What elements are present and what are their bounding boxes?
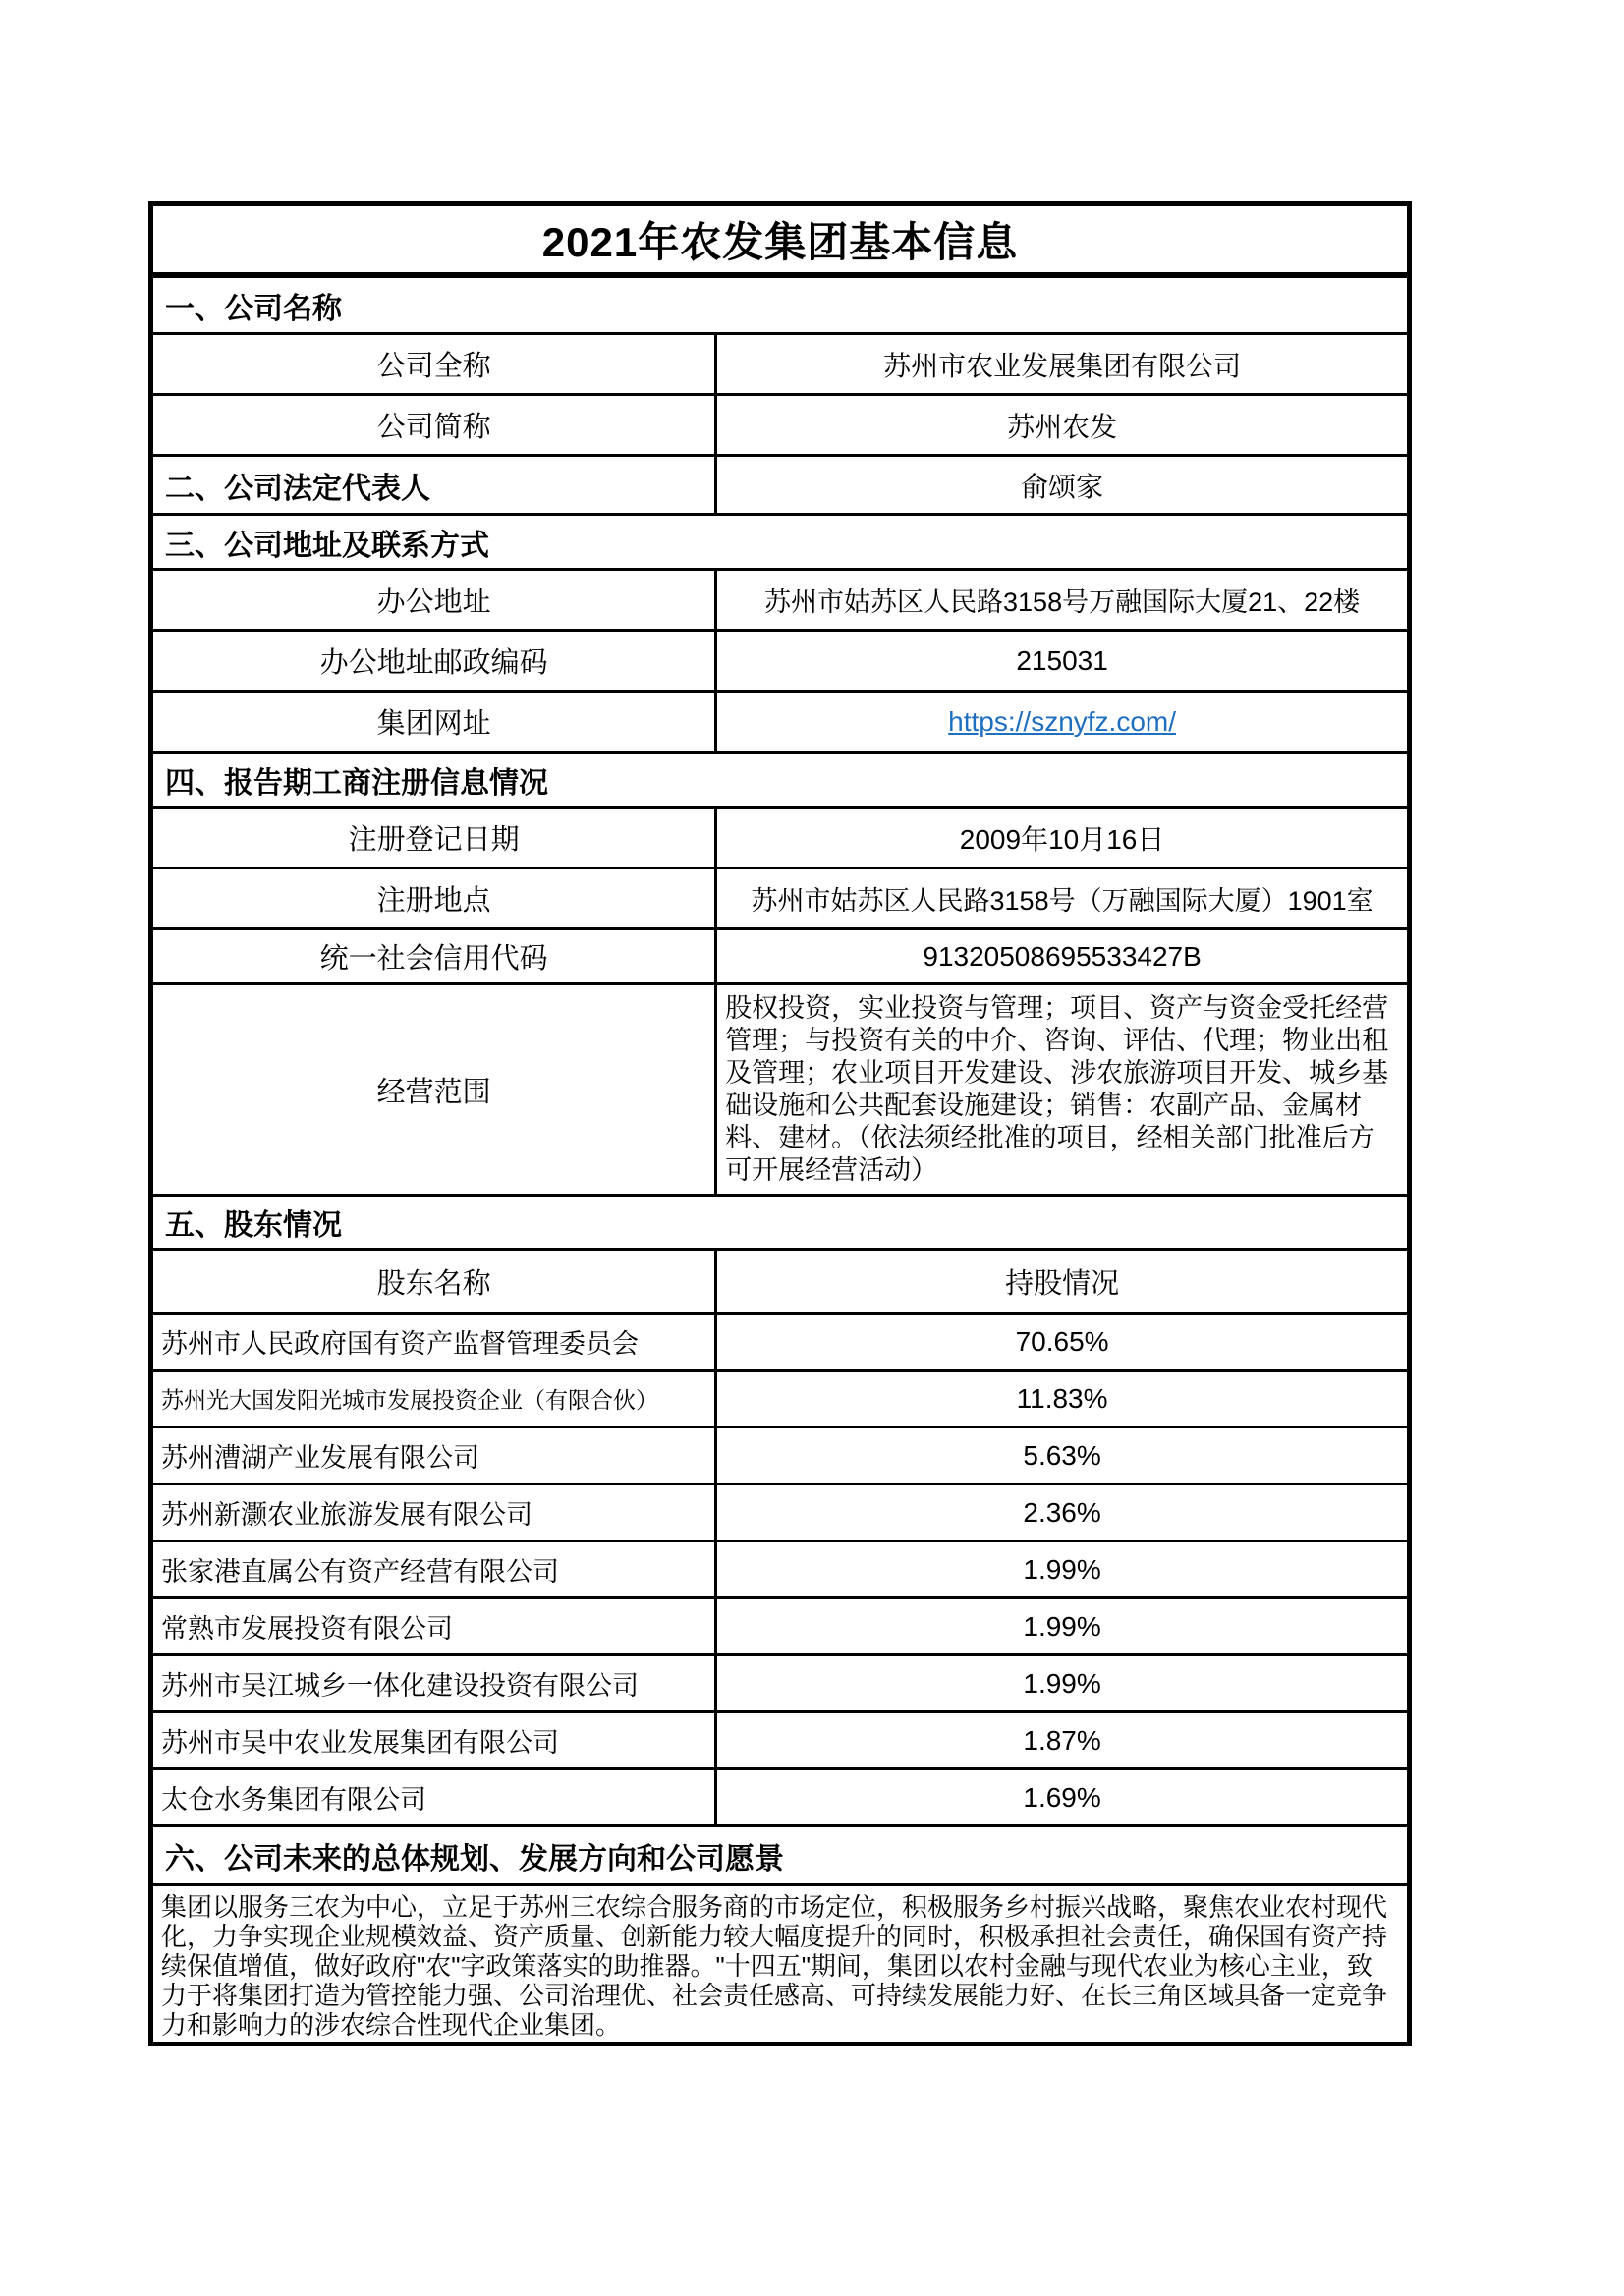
vision-paragraph: 集团以服务三农为中心，立足于苏州三农综合服务商的市场定位，积极服务乡村振兴战略，聚焦农业农村现代化，力争实现企业规模效益、资产质量、创新能力较大幅度提升的同时，积极承担社会责任，确保国有资产持续保值增值，做好政府"农"字政策落实的助推器。"十四五"期间，集团以农村金融与现代农业为核心主业，致力于将集团打造为管控能力强、公司治理优、社会责任感高、可持续发展能力好、在长三角区域具备一定竞争力和影响力的涉农综合性现代企业集团。 [161,1892,1388,2040]
postal-code-value: 215031 [1016,644,1108,676]
section-heading: 六、公司未来的总体规划、发展方向和公司愿景 [165,1842,784,1876]
short-name-value: 苏州农发 [1007,411,1118,442]
section-legal-representative [153,457,1407,516]
table-row [153,985,1407,1197]
full-name-value: 苏州市农业发展集团有限公司 [883,350,1242,381]
shareholder-name: 太仓水务集团有限公司 [153,1770,717,1824]
credit-code-label: 统一社会信用代码 [153,930,717,982]
website-label: 集团网址 [153,693,717,751]
business-scope-value: 股权投资，实业投资与管理；项目、资产与资金受托经营管理；与投资有关的中介、咨询、评估、代理；物业出租及管理；农业项目开发建设、涉农旅游项目开发、城乡基础设施和公共配套设施建设；销售：农副产品、金属材料、建材。（依法须经批准的项目，经相关部门批准后方可开展经营活动） [725,993,1389,1185]
section-future-plan [153,1827,1407,1886]
full-name-label: 公司全称 [153,335,717,393]
shareholder-holding: 70.65% [1015,1325,1109,1357]
table-row [153,693,1407,754]
shareholder-holding: 1.99% [1023,1553,1101,1585]
shareholder-holding: 1.69% [1023,1781,1101,1813]
shareholder-name: 苏州光大国发阳光城市发展投资企业（有限合伙） [153,1372,717,1426]
vision-paragraph-row [153,1886,1407,2042]
section-company-name [153,278,1407,335]
shareholder-row [153,1770,1407,1827]
shareholder-row [153,1713,1407,1770]
shareholder-holding: 11.83% [1016,1382,1108,1414]
registration-place-value: 苏州市姑苏区人民路3158号（万融国际大厦）1901室 [751,886,1373,916]
section-heading: 三、公司地址及联系方式 [165,529,489,562]
registration-date-label: 注册登记日期 [153,809,717,867]
section-shareholders [153,1197,1407,1251]
table-row [153,571,1407,632]
registration-place-label: 注册地点 [153,869,717,927]
legal-representative-label: 二、公司法定代表人 [165,472,430,505]
table-title-row [153,206,1407,278]
section-registration-info [153,754,1407,809]
shareholder-holding: 2.36% [1023,1496,1101,1528]
shareholder-row [153,1599,1407,1656]
table-row [153,930,1407,985]
page-title: 2021年农发集团基本信息 [541,218,1019,265]
section-address-contact [153,516,1407,571]
office-address-label: 办公地址 [153,571,717,629]
business-scope-label: 经营范围 [153,985,717,1194]
shareholder-name: 苏州漕湖产业发展有限公司 [153,1428,717,1483]
shareholder-row [153,1485,1407,1542]
shareholder-row [153,1428,1407,1485]
shareholder-row [153,1542,1407,1599]
shareholder-row [153,1656,1407,1713]
shareholder-holding-header: 持股情况 [1005,1267,1120,1300]
credit-code-value: 91320508695533427B [923,940,1202,972]
shareholders-header-row [153,1251,1407,1315]
legal-representative-value: 俞颂家 [1021,471,1104,502]
table-row [153,632,1407,693]
table-row [153,396,1407,457]
registration-date-value: 2009年10月16日 [959,823,1165,855]
website-value-cell [717,693,1407,751]
section-heading [153,457,717,513]
shareholder-row [153,1372,1407,1428]
shareholder-name-header: 股东名称 [153,1251,717,1312]
postal-code-label: 办公地址邮政编码 [153,632,717,690]
section-heading: 四、报告期工商注册信息情况 [165,766,548,800]
shareholder-name: 苏州市吴江城乡一体化建设投资有限公司 [153,1656,717,1710]
shareholder-row [153,1315,1407,1372]
section-heading: 五、股东情况 [165,1209,342,1242]
shareholder-name: 苏州市人民政府国有资产监督管理委员会 [153,1315,717,1369]
table-row [153,809,1407,869]
table-row [153,869,1407,930]
shareholder-holding: 1.87% [1023,1724,1101,1756]
shareholder-holding: 1.99% [1023,1667,1101,1699]
company-info-table [148,201,1412,2046]
table-row [153,335,1407,396]
shareholder-name: 常熟市发展投资有限公司 [153,1599,717,1653]
short-name-label: 公司简称 [153,396,717,454]
shareholder-name: 张家港直属公有资产经营有限公司 [153,1542,717,1596]
shareholder-holding: 1.99% [1023,1610,1101,1642]
shareholder-name: 苏州新灏农业旅游发展有限公司 [153,1485,717,1540]
website-link[interactable]: https://sznyfz.com/ [948,705,1177,737]
shareholder-holding: 5.63% [1023,1439,1101,1471]
section-heading: 一、公司名称 [165,292,342,325]
shareholder-name: 苏州市吴中农业发展集团有限公司 [153,1713,717,1767]
office-address-value: 苏州市姑苏区人民路3158号万融国际大厦21、22楼 [764,588,1361,617]
